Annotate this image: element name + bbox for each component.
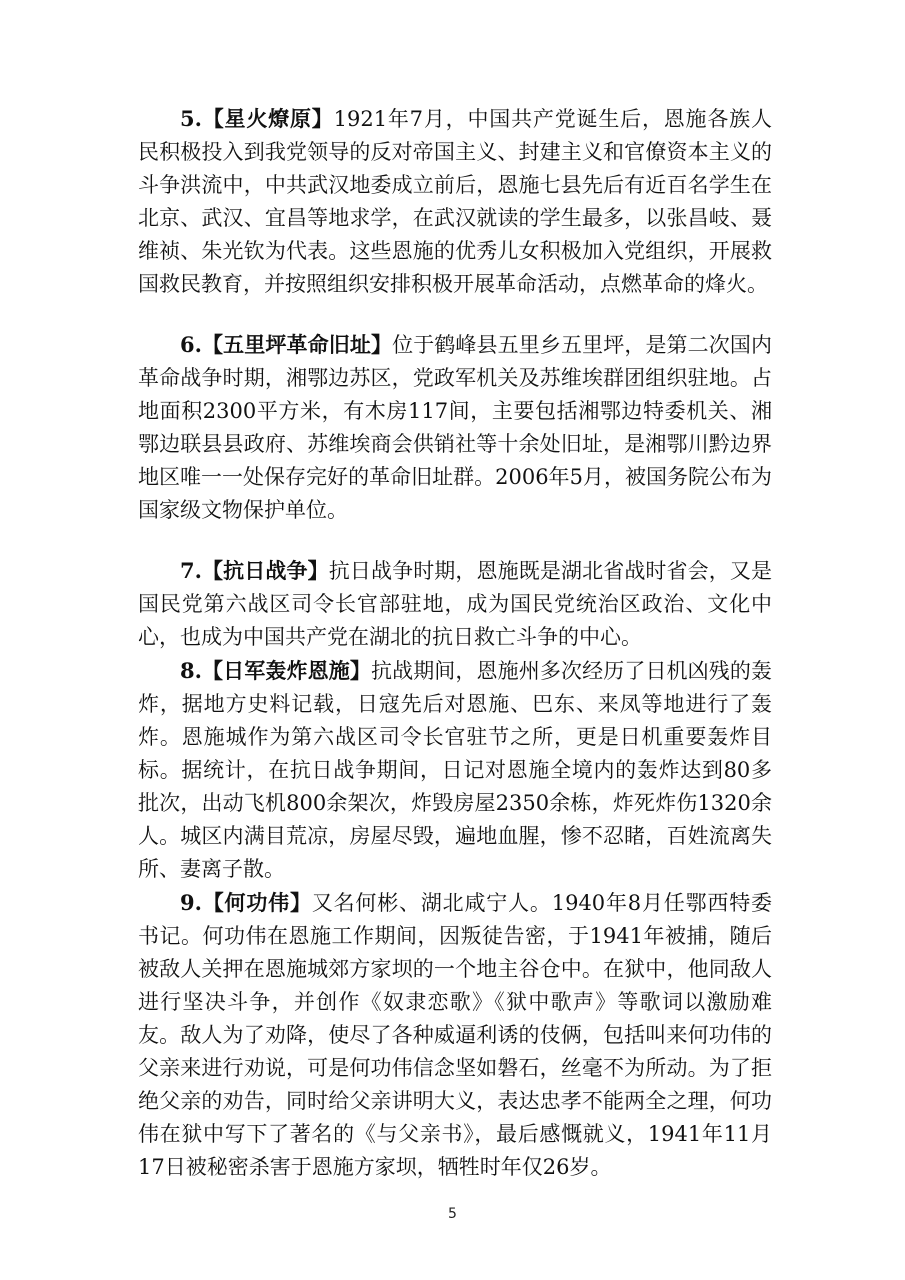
paragraph-xinghuo-liaoyuan: [138, 102, 772, 301]
paragraph-wuliping-site: [138, 328, 772, 527]
paragraph-text: 位于鹤峰县五里乡五里坪，是第二次国内革命战争时期，湘鄂边苏区，党政军机关及苏维埃群团组织驻地。占地面积2300平方米，有木房117间，主要包括湘鄂边特委机关、湘鄂边联县县政府、苏维埃商会供销社等十余处旧址，是湘鄂川黔边界地区唯一一处保存完好的革命旧址群。2006年5月，被国务院公布为国家级文物保护单位。: [138, 333, 773, 522]
paragraph-title: 【抗日战争】: [201, 558, 329, 583]
paragraph-text: 又名何彬、湖北咸宁人。1940年8月任鄂西特委书记。何功伟在恩施工作期间，因叛徒告密，于1941年被捕，随后被敌人关押在恩施城郊方家坝的一个地主谷仓中。在狱中，他同敌人进行坚决斗争，并创作《奴隶恋歌》《狱中歌声》等歌词以激励难友。敌人为了劝降，使尽了各种威逼利诱的伎俩，包括叫来何功伟的父亲来进行劝说，可是何功伟信念坚如磐石，丝毫不为所动。为了拒绝父亲的劝告，同时给父亲讲明大义，表达忠孝不能两全之理，何功伟在狱中写下了著名的《与父亲书》，最后感慨就义，1941年11月17日被秘密杀害于恩施方家坝，牺牲时年仅26岁。: [138, 891, 773, 1179]
paragraph-enshi-bombing: [138, 654, 772, 886]
paragraph-title: 【五里坪革命旧址】: [201, 332, 393, 357]
paragraph-he-gongwei: [138, 886, 772, 1184]
paragraph-text: 抗战期间，恩施州多次经历了日机凶残的轰炸，据地方史料记载，日寇先后对恩施、巴东、来凤等地进行了轰炸。恩施城作为第六战区司令长官驻节之所，更是日机重要轰炸目标。据统计，在抗日战争期间，日记对恩施全境内的轰炸达到80多批次，出动飞机800余架次，炸毁房屋2350余栋，炸死炸伤1320余人。城区内满目荒凉，房屋尽毁，遍地血腥，惨不忍睹，百姓流离失所、妻离子散。: [138, 659, 773, 881]
paragraph-title: 【日军轰炸恩施】: [201, 658, 371, 683]
paragraph-text: 抗日战争时期，恩施既是湖北省战时省会，又是国民党第六战区司令长官部驻地，成为国民党统治区政治、文化中心，也成为中国共产党在湖北的抗日救亡斗争的中心。: [138, 559, 773, 649]
paragraph-text: 1921年7月，中国共产党诞生后，恩施各族人民积极投入到我党领导的反对帝国主义、封建主义和官僚资本主义的斗争洪流中，中共武汉地委成立前后，恩施七县先后有近百名学生在北京、武汉、宜昌等地求学，在武汉就读的学生最多，以张昌岐、聂维祯、朱光钦为代表。这些恩施的优秀儿女积极加入党组织，开展救国救民教育，并按照组织安排积极开展革命活动，点燃革命的烽火。: [138, 107, 772, 296]
document-body: [138, 102, 772, 1184]
paragraph-number: 7.: [180, 558, 202, 583]
paragraph-number: 6.: [180, 332, 202, 357]
paragraph-number: 9.: [180, 890, 202, 915]
paragraph-number: 5.: [180, 106, 202, 131]
paragraph-anti-japanese-war: [138, 554, 772, 654]
paragraph-title: 【星火燎原】: [201, 106, 334, 131]
paragraph-title: 【何功伟】: [201, 890, 312, 915]
paragraph-number: 8.: [180, 658, 202, 683]
page-number: 5: [448, 1206, 457, 1222]
